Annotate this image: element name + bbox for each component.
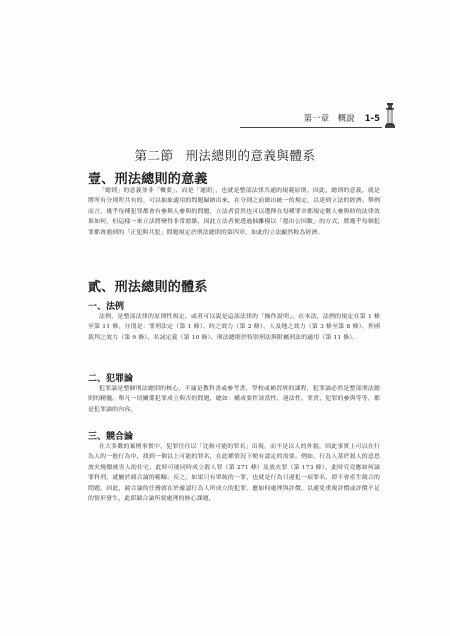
heading-part-2: 貳、刑法總則的體系 — [88, 280, 208, 295]
heading-part-1: 壹、刑法總則的意義 — [88, 172, 208, 187]
page-number: 1-5 — [364, 114, 380, 124]
section-number: 第二節 — [134, 148, 174, 163]
paragraph-sub-2: 犯罪論是整個刑法總則的核心，不論是教科書或參考書，學校或補習班的課程，犯罪論必然是整部刑法總則的精髓。舉凡一切關係犯罪成立與否的問題，總如：構成要件該當性、違法性、罪責、犯罪的參與等等，都是犯罪論的內容。 — [88, 386, 380, 413]
header-rule — [240, 127, 382, 128]
paragraph-sub-1: 法例，是整部法律的原則性規定，或者可以說是這部法律的「操作說明」。在本法，法例的規定在第 1 條至第 11 條，分別是：罪刑法定（第 1 條）、時之效力（第 2 條）、人及地之效力（第 3 條至第 8 條）、外國裁判之效力（第 9 條）、名詞定義（第 10 條）、刑法總則於特別刑法與附屬刑法的適用（第 11 條）。 — [88, 314, 380, 341]
section-title — [0, 146, 450, 164]
section-heading: 刑法總則的意義與體系 — [185, 148, 316, 163]
column-ornament-icon — [384, 103, 396, 129]
chapter-label: 第一章 概說 — [303, 114, 355, 124]
running-header — [270, 112, 380, 124]
heading-sub-1: 一、法例 — [88, 302, 125, 312]
paragraph-sub-3: 在大多數的案例事實中，犯罪往往以「比較可能的罪名」出現，而不是以人的外貌，因此事實上可以在行為人的一般行為中，找到一個以上可能的罪名，在此種情況下便有認定的需要。例如，行為人基於殺人的意思放火燒燬被害人的住宅，此時可能同時成立殺人罪（第 271 條）及放火罪（第 173 條），此時究竟應如何論罪科刑，就屬於競合論的範疇。反之，如果只有單純的一罪，也就是行為只違犯一項罪名，即不會產生競合的問題。因此，競合論的任務就在於確認行為人所成立的犯罪，應如何處理與評價，以避免重複評價或評價不足的情形發生，此即競合論所要處理的核心課題。 — [88, 444, 380, 503]
paragraph-definition: 「總則」的意義並非「概要」，而是「通則」，也就是整部法律共通的規範原則。因此，總則的意義，就是將所有分則所共有的、可以抽象適用的問題歸納出來，在分則之前做出統一的規定，以達到立法的經濟。舉例而言，幾乎每種犯罪都會有參與人參與的問題，立法者當然也可以選擇在每種罪章都規定數人參與時的法律效果如何，但這樣一來立法將變得非常繁雜，因此立法者便透過抽離模以「提出公因數」的方式，將幾乎每個犯罪都會遇到的「正犯與共犯」問題規定於刑法總則的第四章，如此的立法顯然較為經濟。 — [88, 188, 380, 236]
heading-sub-3: 三、競合論 — [88, 432, 134, 442]
heading-sub-2: 二、犯罪論 — [88, 374, 134, 384]
